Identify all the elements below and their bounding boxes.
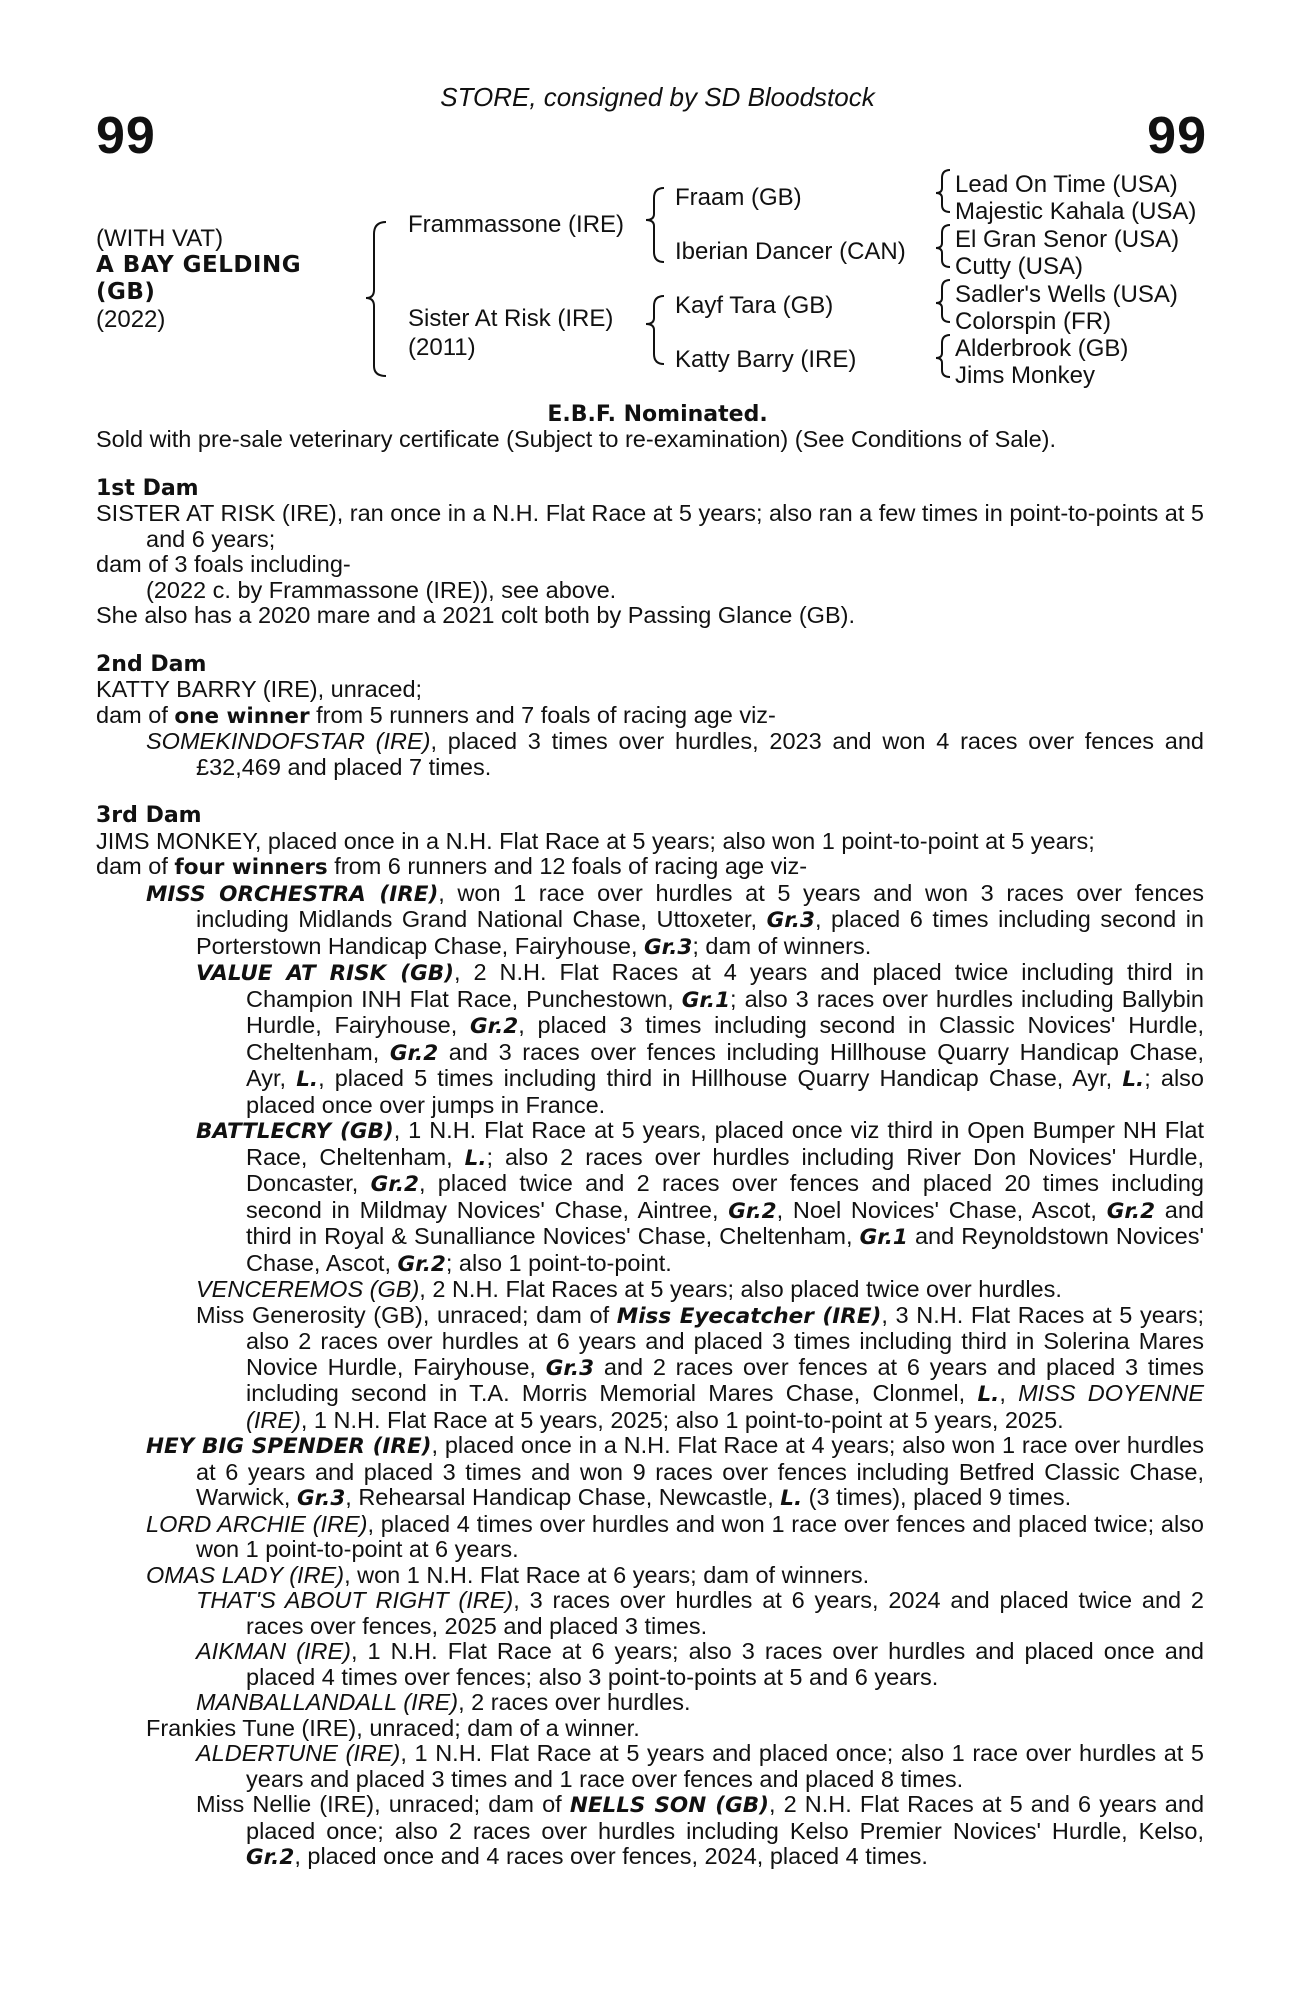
produce-aikman: AIKMAN (IRE), 1 N.H. Flat Race at 6 years; also 3 races over hurdles and placed once and placed 4 times over fences; also 3 point-to-points at 5 and 6 years. [196,1638,1204,1690]
lot-foaling-year: (2022) [96,306,166,333]
produce-frankies-tune: Frankies Tune (IRE), unraced; dam of a winner. [146,1714,640,1741]
dam1-foals: dam of 3 foals including- [96,551,351,577]
dam-sire: Kayf Tara (GB) [675,292,834,319]
dam1-summary: SISTER AT RISK (IRE), ran once in a N.H. Flat Race at 5 years; also ran a few times in point-to-points at 5 and 6 years; [96,500,1204,552]
produce-manballandall: MANBALLANDALL (IRE), 2 races over hurdles. [196,1689,691,1715]
dam3-summary: JIMS MONKEY, placed once in a N.H. Flat Race at 5 years; also won 1 point-to-point at 5 years; [96,827,1095,854]
produce-miss-generosity: Miss Generosity (GB), unraced; dam of Miss Eyecatcher (IRE), 3 N.H. Flat Races at 5 years; also 2 races over hurdles at 6 years and placed 3 times including third in Solerina Mares Novice Hurdle, Fairyhouse, Gr.3 and 2 races over fences at 6 years and placed 3 times including second in T.A. Morris Memorial Mares Chase, Clonmel, L., MISS DOYENNE (IRE), 1 N.H. Flat Race at 5 years, 2025; also 1 point-to-point at 5 years, 2025. [196,1301,1205,1433]
ancestor-g4: Cutty (USA) [955,253,1084,280]
ebf-nominated: E.B.F. Nominated. [547,402,768,427]
lot-description-country: (GB) [96,279,156,305]
produce-value-at-risk: VALUE AT RISK (GB), 2 N.H. Flat Races at 4 years and placed twice including third in Champion INH Flat Race, Punchestown, Gr.1; also 3 races over hurdles including Ballybin Hurdle, Fairyhouse, Gr.2, placed 3 times including second in Classic Novices' Hurdle, Cheltenham, Gr.2 and 3 races over fences including Hillhouse Quarry Handicap Chase, Ayr, L., placed 5 times including third in Hillhouse Quarry Handicap Chase, Ayr, L.; also placed once over jumps in France. [196,959,1205,1118]
bracket-sire [646,188,664,262]
sire-sire: Fraam (GB) [675,184,802,211]
sold-note: Sold with pre-sale veterinary certificate (Subject to re-examination) (See Conditions of Sale). [96,426,1057,452]
ancestor-g1: Lead On Time (USA) [955,171,1178,198]
sire-name: Frammassone (IRE) [408,211,625,238]
lot-number-right: 99 [1147,107,1207,165]
ancestor-g6: Colorspin (FR) [955,308,1112,335]
dam2-record: dam of one winner from 5 runners and 7 foals of racing age viz- [96,701,776,729]
produce-venceremos: VENCEREMOS (GB), 2 N.H. Flat Races at 5 years; also placed twice over hurdles. [196,1276,1062,1302]
sire-dam: Iberian Dancer (CAN) [675,238,906,265]
ancestor-g2: Majestic Kahala (USA) [955,198,1197,225]
produce-hey-big-spender: HEY BIG SPENDER (IRE), placed once in a N.H. Flat Race at 4 years; also won 1 race over hurdles at 6 years and placed 3 times and won 9 races over fences including Betfred Classic Chase, Warwick, Gr.3, Rehearsal Handicap Chase, Newcastle, L. (3 times), placed 9 times. [146,1432,1204,1511]
ancestor-g3: El Gran Senor (USA) [955,226,1180,253]
bracket-g1 [936,170,950,212]
produce-miss-orchestra: MISS ORCHESTRA (IRE), won 1 race over hurdles at 5 years and won 3 races over fences including Midlands Grand National Chase, Uttoxeter, Gr.3, placed 6 times including second in Porterstown Handicap Chase, Fairyhouse, Gr.3; dam of winners. [146,879,1204,960]
dam1-produce: (2022 c. by Frammassone (IRE)), see above. [146,576,617,603]
bracket-g2 [936,225,950,267]
pedigree-table [0,0,1315,400]
bracket-g3 [936,280,950,322]
dam-dam: Katty Barry (IRE) [675,346,857,373]
section-heading-2nd-dam: 2nd Dam [96,651,207,677]
section-heading-1st-dam: 1st Dam [96,475,199,501]
bracket-main [366,222,386,376]
consignor-heading: STORE, consigned by SD Bloodstock [440,82,875,112]
produce-thats-about-right: THAT'S ABOUT RIGHT (IRE), 3 races over hurdles at 6 years, 2024 and placed twice and 2 races over fences, 2025 and placed 3 times. [196,1587,1204,1639]
catalogue-body [96,427,1204,1871]
produce-miss-nellie: Miss Nellie (IRE), unraced; dam of NELLS SON (GB), 2 N.H. Flat Races at 5 and 6 years and placed once; also 2 races over hurdles including Kelso Premier Novices' Hurdle, Kelso, Gr.2, placed once and 4 races over fences, 2024, placed 4 times. [196,1791,1205,1870]
produce-aldertune: ALDERTUNE (IRE), 1 N.H. Flat Race at 5 years and placed once; also 1 race over hurdles at 5 years and placed 3 times and 1 race over fences and placed 8 times. [196,1740,1204,1792]
dam-year: (2011) [408,334,476,361]
dam2-produce-somekindofstar: SOMEKINDOFSTAR (IRE), placed 3 times over hurdles, 2023 and won 4 races over fences and £32,469 and placed 7 times. [146,728,1204,780]
bracket-dam [646,296,664,364]
dam2-summary: KATTY BARRY (IRE), unraced; [96,676,423,702]
produce-omas-lady: OMAS LADY (IRE), won 1 N.H. Flat Race at 6 years; dam of winners. [146,1561,870,1588]
dam-name: Sister At Risk (IRE) [408,305,614,332]
produce-lord-archie: LORD ARCHIE (IRE), placed 4 times over hurdles and won 1 race over fences and placed twice; also won 1 point-to-point at 6 years. [146,1510,1205,1562]
produce-battlecry: BATTLECRY (GB), 1 N.H. Flat Race at 5 years, placed once viz third in Open Bumper NH Flat Race, Cheltenham, L.; also 2 races over hurdles including River Don Novices' Hurdle, Doncaster, Gr.2, placed twice and 2 races over fences and placed 20 times including second in Mildmay Novices' Chase, Aintree, Gr.2, Noel Novices' Chase, Ascot, Gr.2 and third in Royal & Sunalliance Novices' Chase, Cheltenham, Gr.1 and Reynoldstown Novices' Chase, Ascot, Gr.2; also 1 point-to-point. [196,1117,1204,1277]
ancestor-g8: Jims Monkey [955,362,1096,389]
section-heading-3rd-dam: 3rd Dam [96,803,202,828]
ancestor-g5: Sadler's Wells (USA) [955,281,1178,308]
bracket-g4 [936,335,950,377]
ancestor-g7: Alderbrook (GB) [955,335,1129,362]
dam1-note: She also has a 2020 mare and a 2021 colt both by Passing Glance (GB). [96,602,855,628]
dam3-record: dam of four winners from 6 runners and 12 foals of racing age viz- [96,853,808,880]
lot-description: A BAY GELDING [96,252,302,278]
lot-number-left: 99 [96,107,156,165]
vat-note: (WITH VAT) [96,225,224,252]
